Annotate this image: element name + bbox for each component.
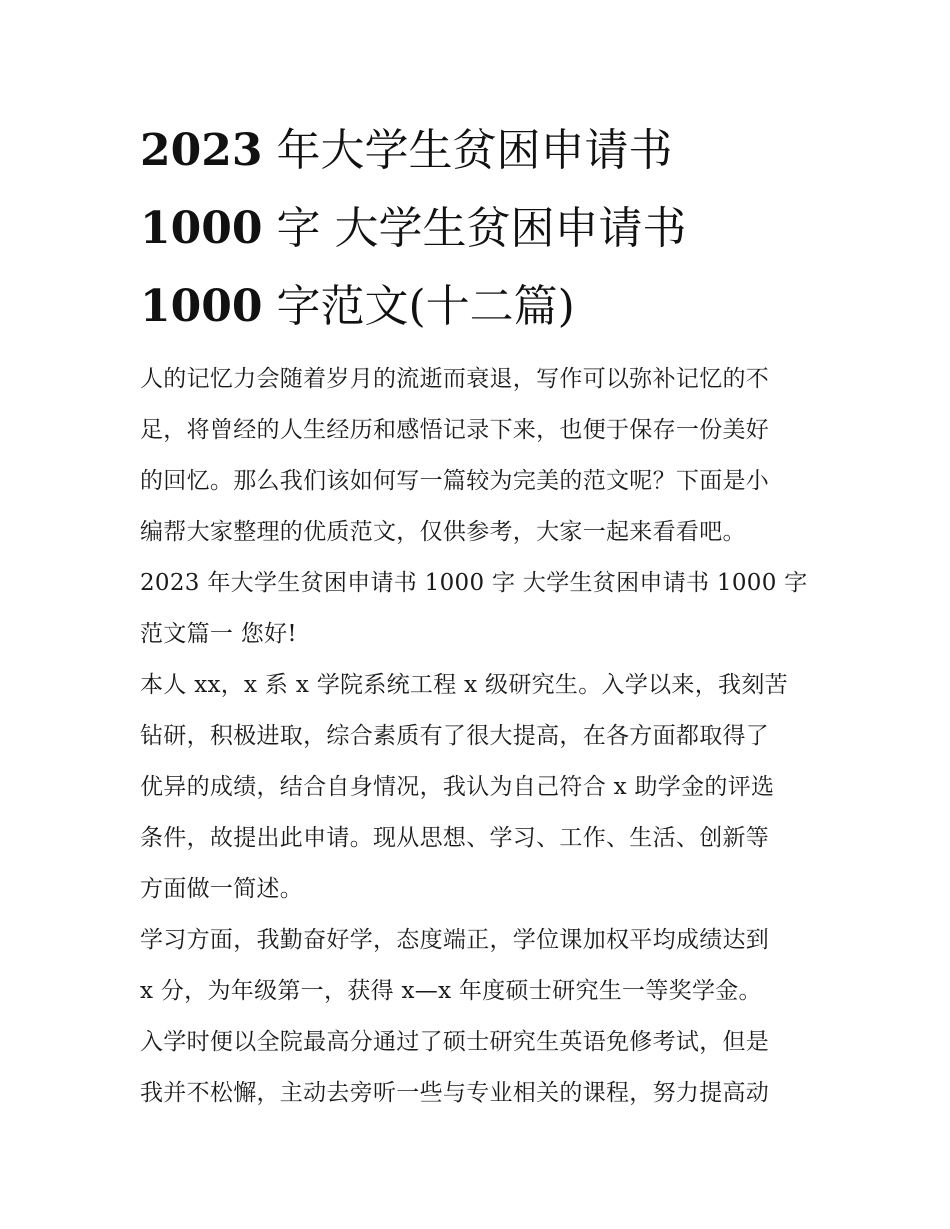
body-line: 优异的成绩，结合自身情况，我认为自己符合 x 助学金的评选 <box>140 774 775 800</box>
body-line: 本人 xx，x 系 x 学院系统工程 x 级研究生。入学以来，我刻苦 <box>140 672 788 698</box>
body-line: 范文篇一 您好! <box>140 621 297 647</box>
body-line: 编帮大家整理的优质范文，仅供参考，大家一起来看看吧。 <box>140 519 746 545</box>
body-line: 人的记忆力会随着岁月的流逝而衰退，写作可以弥补记忆的不 <box>140 366 770 392</box>
document-body <box>140 354 815 1119</box>
title-line-2 <box>140 190 815 268</box>
body-line: 2023 年大学生贫困申请书 1000 字 大学生贫困申请书 1000 字 <box>140 570 808 596</box>
title-number: 1000 <box>140 203 263 254</box>
body-line: 学习方面，我勤奋好学，态度端正，学位课加权平均成绩达到 <box>140 927 770 953</box>
title-text: 字范文(十二篇) <box>262 281 575 332</box>
body-line: 足，将曾经的人生经历和感悟记录下来，也便于保存一份美好 <box>140 417 770 443</box>
title-text: 年大学生贫困申请书 <box>262 125 673 176</box>
document-title <box>140 112 815 346</box>
title-line-1 <box>140 112 815 190</box>
title-text: 字 大学生贫困申请书 <box>262 203 687 254</box>
body-line: 入学时便以全院最高分通过了硕士研究生英语免修考试，但是 <box>140 1029 770 1055</box>
body-line: 我并不松懈，主动去旁听一些与专业相关的课程，努力提高动 <box>140 1080 770 1106</box>
title-number: 2023 <box>140 125 263 176</box>
document-page <box>140 112 815 1119</box>
body-line: 条件，故提出此申请。现从思想、学习、工作、生活、创新等 <box>140 825 770 851</box>
title-line-3 <box>140 268 815 346</box>
body-line: 方面做一简述。 <box>140 876 304 902</box>
body-line: 钻研，积极进取，综合素质有了很大提高，在各方面都取得了 <box>140 723 770 749</box>
body-line: 的回忆。那么我们该如何写一篇较为完美的范文呢？下面是小 <box>140 468 770 494</box>
body-line: x 分，为年级第一，获得 x—x 年度硕士研究生一等奖学金。 <box>140 978 762 1004</box>
title-number: 1000 <box>140 281 263 332</box>
